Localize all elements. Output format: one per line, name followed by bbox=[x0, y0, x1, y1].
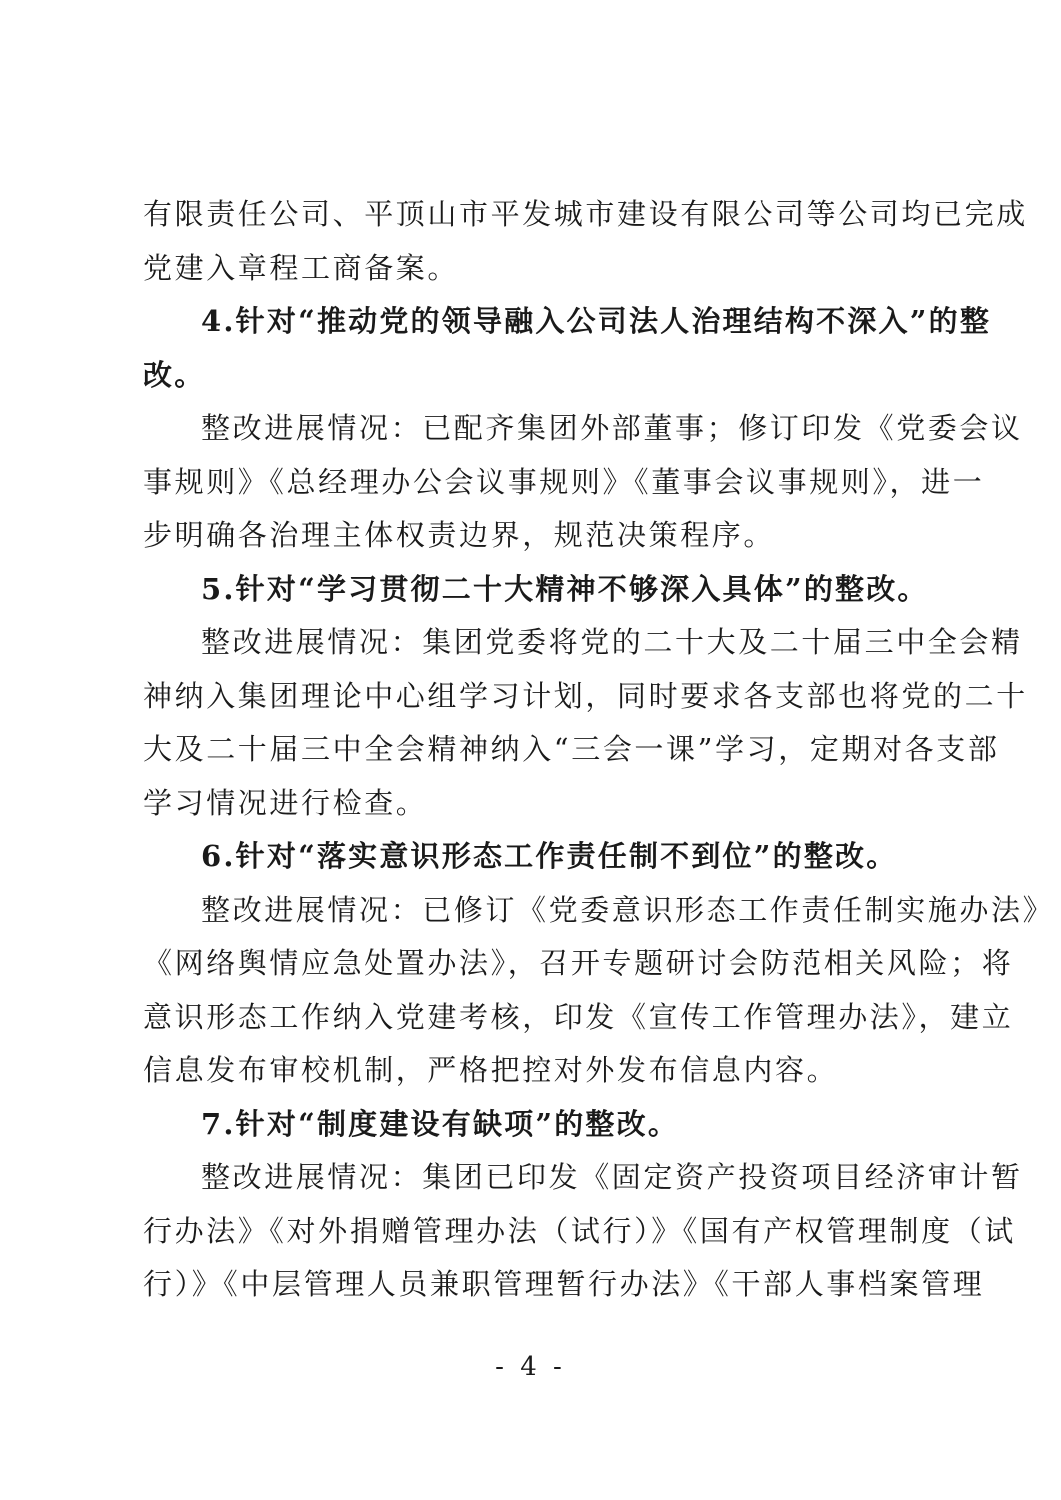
section-heading-4-continued: 改。 bbox=[143, 357, 206, 392]
paragraph-line: 事规则》《总经理办公会议事规则》《董事会议事规则》，进一 bbox=[143, 464, 985, 499]
section-heading-4: 4.针对“推动党的领导融入公司法人治理结构不深入”的整 bbox=[201, 304, 992, 338]
section-heading-6: 6.针对“落实意识形态工作责任制不到位”的整改。 bbox=[201, 839, 898, 873]
paragraph-line: 步明确各治理主体权责边界，规范决策程序。 bbox=[143, 518, 776, 552]
paragraph-line: 有限责任公司、平顶山市平发城市建设有限公司等公司均已完成 bbox=[143, 197, 1028, 231]
paragraph-line: 信息发布审校机制，严格把控对外发布信息内容。 bbox=[143, 1053, 839, 1087]
page-number: - 4 - bbox=[495, 1352, 566, 1382]
paragraph-line: 整改进展情况：集团已印发《固定资产投资项目经济审计暂 bbox=[201, 1160, 1023, 1194]
paragraph-line: 意识形态工作纳入党建考核，印发《宣传工作管理办法》，建立 bbox=[143, 999, 1014, 1034]
paragraph-line: 学习情况进行检查。 bbox=[143, 785, 428, 820]
section-heading-7: 7.针对“制度建设有缺项”的整改。 bbox=[201, 1106, 680, 1141]
paragraph-line: 行办法》《对外捐赠管理办法（试行）》《国有产权管理制度（试 bbox=[143, 1213, 1016, 1248]
paragraph-line: 大及二十届三中全会精神纳入“三会一课”学习，定期对各支部 bbox=[143, 732, 1000, 766]
paragraph-line: 党建入章程工商备案。 bbox=[143, 250, 460, 285]
paragraph-line: 整改进展情况：集团党委将党的二十大及二十届三中全会精 bbox=[201, 625, 1023, 659]
document-body bbox=[143, 188, 1055, 1312]
paragraph-line: 《网络舆情应急处置办法》，召开专题研讨会防范相关风险；将 bbox=[143, 946, 1014, 980]
paragraph-line: 整改进展情况：已修订《党委意识形态工作责任制实施办法》 bbox=[201, 892, 1055, 927]
paragraph-line: 行）》《中层管理人员兼职管理暂行办法》《干部人事档案管理 bbox=[143, 1267, 985, 1301]
paragraph-line: 神纳入集团理论中心组学习计划，同时要求各支部也将党的二十 bbox=[143, 678, 1028, 713]
section-heading-5: 5.针对“学习贯彻二十大精神不够深入具体”的整改。 bbox=[201, 571, 929, 606]
paragraph-line: 整改进展情况：已配齐集团外部董事；修订印发《党委会议 bbox=[201, 411, 1023, 445]
